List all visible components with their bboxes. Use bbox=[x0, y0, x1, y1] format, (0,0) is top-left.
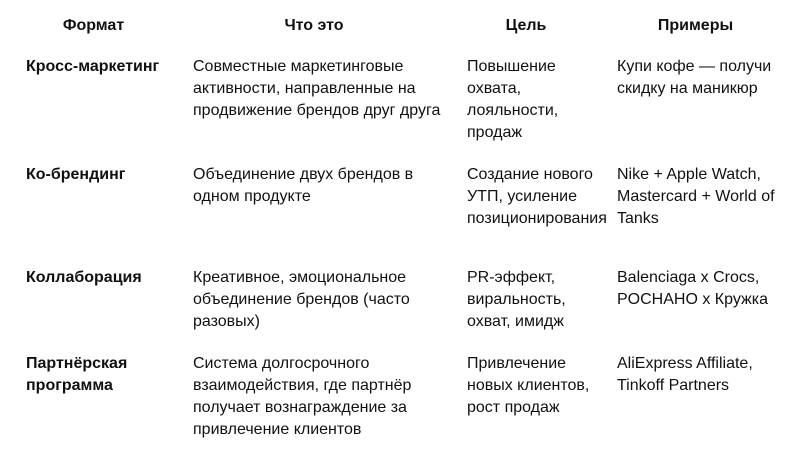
cell-examples: Купи кофе — получи скидку на маникюр bbox=[617, 58, 772, 97]
cell-what: Совместные маркетинговые активности, направленные на продвижение брендов друг друга bbox=[193, 58, 441, 119]
table-row bbox=[10, 52, 790, 160]
cell-goal: Создание нового УТП, усиление позиционирования bbox=[467, 166, 607, 227]
table-row bbox=[10, 263, 790, 349]
cell-format: Ко-брендинг bbox=[26, 166, 126, 183]
cell-goal: PR-эффект, виральность, охват, имидж bbox=[467, 269, 566, 330]
cell-what: Объединение двух брендов в одном продукте bbox=[193, 166, 414, 205]
table-header-row bbox=[10, 0, 790, 52]
header-examples: Примеры bbox=[657, 17, 734, 34]
cell-examples: Nike + Apple Watch, Mastercard + World of Tanks bbox=[617, 166, 775, 227]
cell-format: Кросс-маркетинг bbox=[26, 58, 160, 75]
cell-goal: Повышение охвата, лояльности, продаж bbox=[467, 58, 559, 141]
cell-format: Коллаборация bbox=[26, 269, 142, 286]
cell-what: Система долгосрочного взаимодействия, где партнёр получает вознаграждение за привлечение клиентов bbox=[193, 355, 412, 438]
comparison-table bbox=[10, 0, 790, 457]
table-row bbox=[10, 160, 790, 263]
cell-goal: Привлечение новых клиентов, рост продаж bbox=[467, 355, 590, 416]
header-format: Формат bbox=[62, 17, 125, 34]
cell-examples: AliExpress Affiliate, Tinkoff Partners bbox=[617, 355, 753, 394]
header-goal: Цель bbox=[505, 17, 547, 34]
cell-what: Креативное, эмоциональное объединение брендов (часто разовых) bbox=[193, 269, 410, 330]
cell-examples: Balenciaga x Crocs, POCHAHO x Кружка bbox=[617, 269, 768, 308]
cell-format: Партнёрская программа bbox=[26, 355, 128, 394]
header-what: Что это bbox=[284, 17, 344, 34]
table-row bbox=[10, 349, 790, 457]
